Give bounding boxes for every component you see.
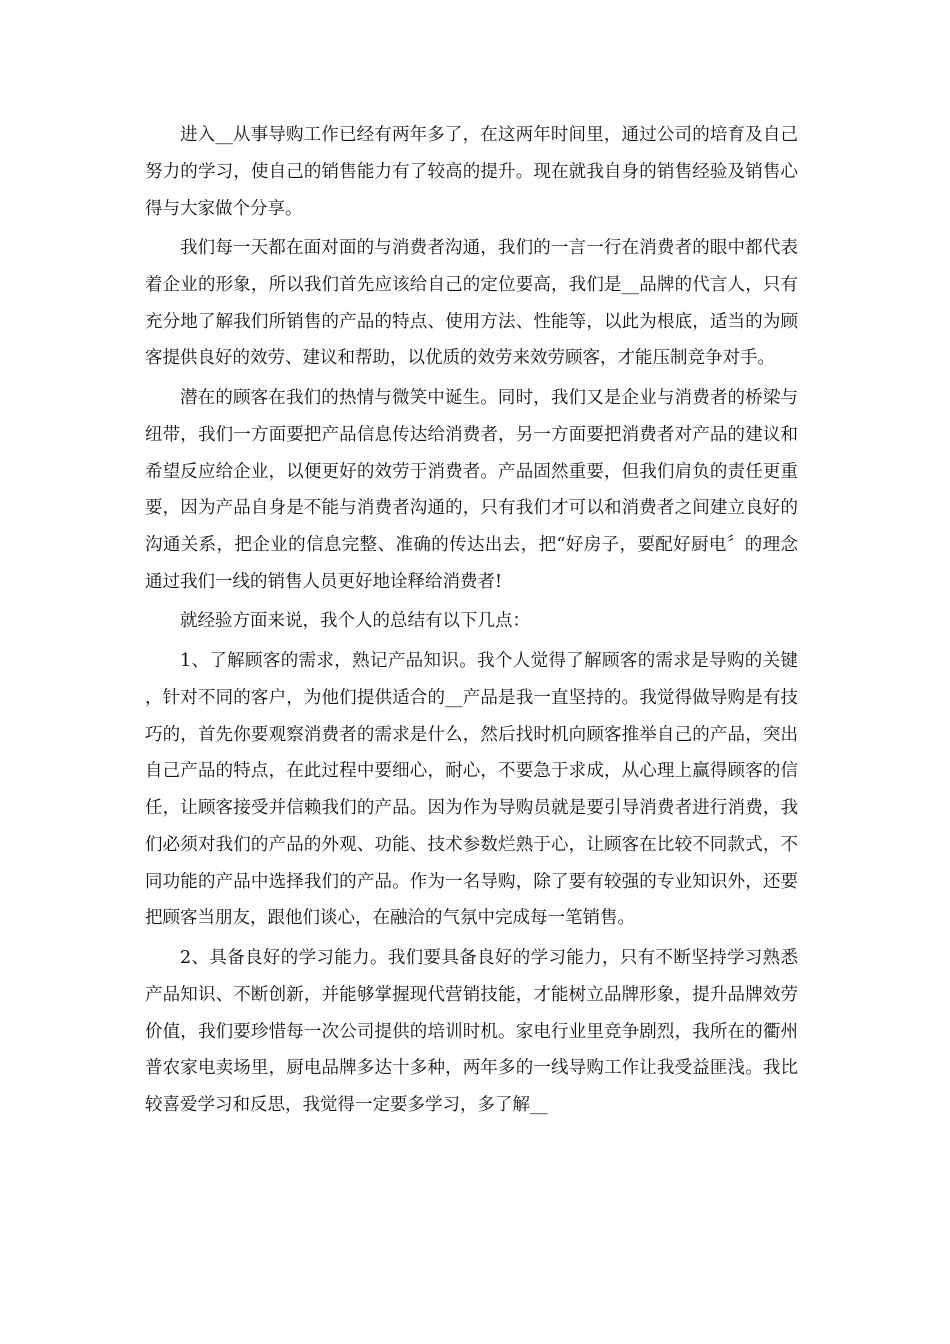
paragraph-point-2: 2、具备良好的学习能力。我们要具备良好的学习能力，只有不断坚持学习熟悉产品知识、不断创新，并能够掌握现代营销技能，才能树立品牌形象，提升品牌效劳价值，我们要珍惜每一次公司提供的培训时机。家电行业里竞争剧烈，我所在的衢州普农家电卖场里，厨电品牌多达十多种，两年多的一线导购工作让我受益匪浅。我比较喜爱学习和反思，我觉得一定要多学习，多了解__ [145, 947, 798, 1116]
paragraph-point-1: 1、了解顾客的需求，熟记产品知识。我个人觉得了解顾客的需求是导购的关键，针对不同的客户，为他们提供适合的__产品是我一直坚持的。我觉得做导购是有技巧的，首先你要观察消费者的需求是什么，然后找时机向顾客推举自己的产品，突出自己产品的特点，在此过程中要细心，耐心，不要急于求成，从心理上赢得顾客的信任，让顾客接受并信赖我们的产品。因为作为导购员就是要引导消费者进行消费，我们必须对我们的产品的外观、功能、技术参数烂熟于心，让顾客在比较不同款式，不同功能的产品中选择我们的产品。作为一名导购，除了要有较强的专业知识外，还要把顾客当朋友，跟他们谈心，在融洽的气氛中完成每一笔销售。 [145, 650, 798, 929]
paragraph-intro: 进入__从事导购工作已经有两年多了，在这两年时间里，通过公司的培育及自己努力的学习，使自己的销售能力有了较高的提升。现在就我自身的销售经验及销售心得与大家做个分享。 [145, 125, 798, 219]
paragraph-bridge: 潜在的顾客在我们的热情与微笑中诞生。同时，我们又是企业与消费者的桥梁与纽带，我们一方面要把产品信息传达给消费者，另一方面要把消费者对产品的建议和希望反应给企业，以便更好的效劳于消费者。产品固然重要，但我们肩负的责任更重要，因为产品自身是不能与消费者沟通的，只有我们才可以和消费者之间建立良好的沟通关系，把企业的信息完整、准确的传达出去，把“好房子，要配好厨电〞的理念通过我们一线的销售人员更好地诠释给消费者! [145, 387, 798, 592]
paragraph-summary-intro: 就经验方面来说，我个人的总结有以下几点： [180, 611, 530, 632]
document-body [145, 117, 798, 1127]
paragraph-communication: 我们每一天都在面对面的与消费者沟通，我们的一言一行在消费者的眼中都代表着企业的形象，所以我们首先应该给自己的定位要高，我们是__品牌的代言人，只有充分地了解我们所销售的产品的特点、使用方法、性能等，以此为根底，适当的为顾客提供良好的效劳、建议和帮助，以优质的效劳来效劳顾客，才能压制竞争对手。 [145, 238, 798, 369]
